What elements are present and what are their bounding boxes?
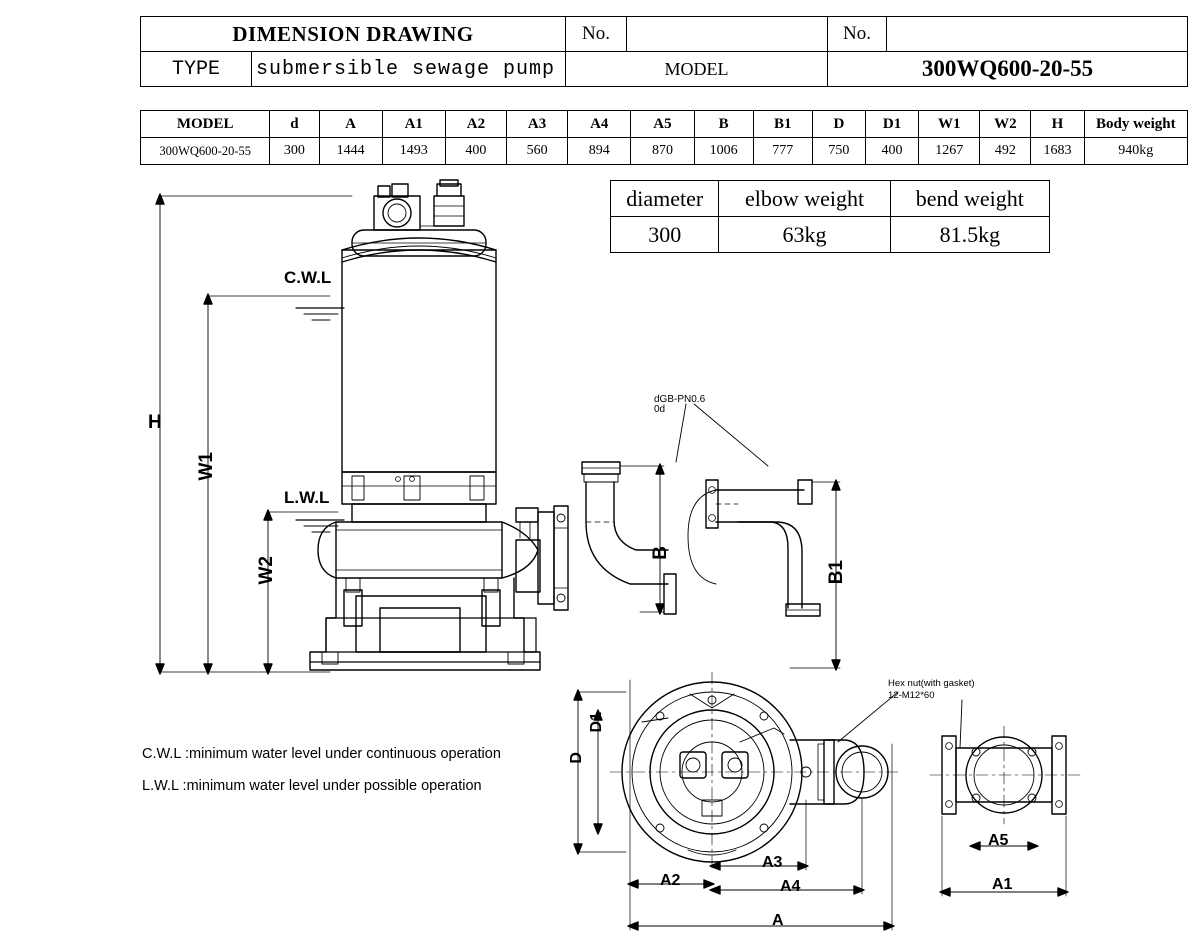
bend-outer [716,522,802,608]
note-cwl: C.W.L :minimum water level under continuous operation [142,746,501,762]
col-w1: W1 [919,111,980,138]
base-inner [356,596,486,652]
col-diameter: diameter [611,181,719,217]
base-window [380,608,460,652]
motor-housing [342,250,496,472]
label-b1: B1 [826,560,847,585]
leader-flange-note-2 [694,404,768,466]
cell-w2: 492 [980,138,1031,165]
cell-d: 300 [270,138,319,165]
cell-elbow-weight: 63kg [719,217,890,253]
col-a1: A1 [382,111,445,138]
cell-h: 1683 [1031,138,1084,165]
plan-view-pump [610,672,900,872]
label-lwl: L.W.L [284,488,330,507]
col-dd: D [812,111,865,138]
seal-housing [352,504,486,522]
label-w2: W2 [256,556,277,585]
no-label-1: No. [566,17,627,52]
type-label: TYPE [141,52,252,87]
type-value: submersible sewage pump [252,52,566,87]
col-elbow-weight: elbow weight [719,181,890,217]
label-a: A [772,912,784,929]
label-d: D [568,752,585,764]
col-w2: W2 [980,111,1031,138]
no-label-2: No. [828,17,887,52]
cable-gland-right [434,196,464,226]
label-flange-note-2: 0d [654,404,666,415]
cell-body-weight: 940kg [1084,138,1187,165]
base-plate [326,618,536,652]
label-a1: A1 [992,876,1013,893]
label-a4: A4 [780,878,801,895]
col-bend-weight: bend weight [890,181,1049,217]
dimension-drawing-title: DIMENSION DRAWING [141,17,566,52]
label-flange-note: dGB-PN0.6 [654,394,706,405]
label-hexnut-note-2: 12-M12*60 [888,690,935,701]
cell-bend-weight: 81.5kg [890,217,1049,253]
label-b: B [650,546,671,560]
cell-a4: 894 [568,138,631,165]
cable-gland-left-circle [383,199,411,227]
cell-a2: 400 [445,138,506,165]
elbow-end-flange [664,574,676,614]
col-a2: A2 [445,111,506,138]
leader-hexnut-2 [960,700,962,748]
col-a: A [319,111,382,138]
col-h: H [1031,111,1084,138]
label-d1: D1 [588,712,605,733]
col-d1: D1 [865,111,918,138]
cell-b: 1006 [694,138,753,165]
model-value: 300WQ600-20-55 [828,52,1188,87]
note-lwl: L.W.L :minimum water level under possible operation [142,778,482,794]
cell-a3: 560 [507,138,568,165]
col-a5: A5 [631,111,694,138]
cell-b1: 777 [753,138,812,165]
col-body-weight: Body weight [1084,111,1187,138]
label-w1: W1 [196,452,217,481]
cell-dd: 750 [812,138,865,165]
col-model: MODEL [141,111,270,138]
bend-flange-top [798,480,812,504]
cell-a: 1444 [319,138,382,165]
casing-lug [516,508,538,522]
col-d: d [270,111,319,138]
col-b: B [694,111,753,138]
bend-inner [738,522,788,608]
cell-a1: 1493 [382,138,445,165]
elbow-outer [586,482,668,584]
cell-model: 300WQ600-20-55 [141,138,270,165]
bend-left-round [688,490,716,584]
cell-a5: 870 [631,138,694,165]
label-hexnut-note: Hex nut(with gasket) [888,678,975,689]
label-h: H [148,412,162,433]
flange-side-view [930,726,1080,824]
casing-left-round [318,522,336,578]
cwl-symbol [296,308,344,320]
cell-w1: 1267 [919,138,980,165]
model-label: MODEL [566,52,828,87]
leader-flange-note [676,404,686,462]
label-a3: A3 [762,854,783,871]
col-a4: A4 [568,111,631,138]
cable-gland-left [374,196,420,230]
label-a2: A2 [660,872,681,889]
label-cwl: C.W.L [284,268,332,287]
col-a3: A3 [507,111,568,138]
col-b1: B1 [753,111,812,138]
label-a5: A5 [988,832,1009,849]
cell-d1: 400 [865,138,918,165]
oil-chamber [342,472,496,504]
cell-diameter: 300 [611,217,719,253]
